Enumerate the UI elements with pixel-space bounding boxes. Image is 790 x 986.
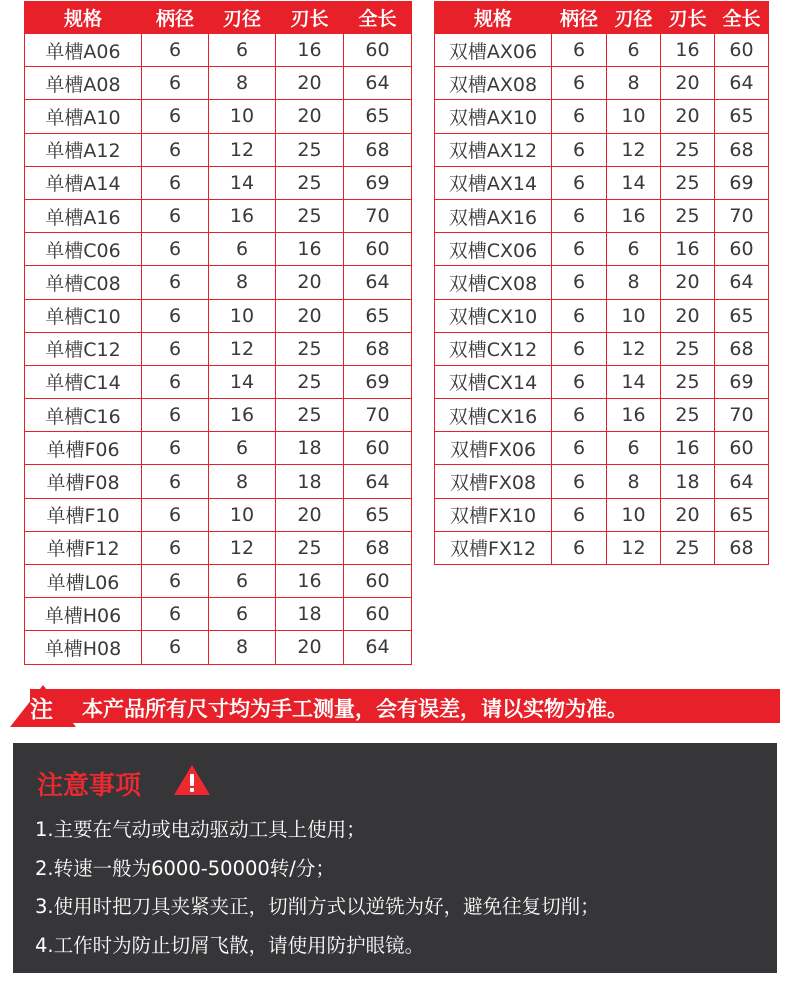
table-cell: 25	[661, 133, 715, 166]
table-row	[435, 299, 769, 332]
table-cell: 20	[276, 67, 344, 100]
table-cell: 60	[715, 34, 769, 67]
table-row	[25, 100, 412, 133]
table-cell: 双槽FX08	[435, 465, 552, 498]
table-cell: 65	[715, 299, 769, 332]
notice-item: 4.工作时为防止切屑飞散，请使用防护眼镜。	[35, 933, 425, 957]
table-cell: 6	[552, 100, 607, 133]
spec-table-double-flute	[434, 1, 769, 565]
column-header: 全长	[715, 2, 769, 34]
table-cell: 单槽A10	[25, 100, 142, 133]
table-cell: 双槽CX16	[435, 399, 552, 432]
table-cell: 6	[209, 34, 276, 67]
table-cell: 68	[715, 133, 769, 166]
table-cell: 60	[344, 598, 412, 631]
table-cell: 60	[715, 432, 769, 465]
table-cell: 16	[276, 233, 344, 266]
table-row	[25, 598, 412, 631]
table-row	[435, 465, 769, 498]
table-row	[25, 67, 412, 100]
table-cell: 25	[661, 365, 715, 398]
measurement-note-banner	[10, 685, 780, 727]
notice-title: 注意事项	[37, 771, 142, 801]
table-row	[25, 299, 412, 332]
table-row	[435, 67, 769, 100]
notice-panel	[13, 743, 777, 973]
table-cell: 6	[142, 67, 209, 100]
table-cell: 6	[142, 565, 209, 598]
table-cell: 6	[209, 598, 276, 631]
table-cell: 20	[276, 100, 344, 133]
table-row	[25, 34, 412, 67]
table-cell: 10	[607, 100, 661, 133]
table-cell: 60	[715, 233, 769, 266]
table-cell: 6	[552, 133, 607, 166]
table-cell: 18	[276, 465, 344, 498]
table-cell: 6	[142, 100, 209, 133]
table-cell: 60	[344, 34, 412, 67]
table-cell: 8	[607, 266, 661, 299]
table-cell: 6	[142, 233, 209, 266]
table-row	[25, 631, 412, 664]
column-header: 刃长	[276, 2, 344, 34]
table-cell: 6	[142, 399, 209, 432]
table-cell: 14	[607, 365, 661, 398]
table-cell: 6	[552, 67, 607, 100]
table-cell: 6	[209, 432, 276, 465]
table-cell: 70	[715, 399, 769, 432]
table-row	[25, 399, 412, 432]
table-row	[435, 432, 769, 465]
table-body	[25, 34, 412, 665]
warning-icon	[173, 763, 211, 797]
table-row	[25, 233, 412, 266]
table-cell: 双槽CX14	[435, 365, 552, 398]
note-mark: 注	[30, 697, 53, 723]
table-row	[25, 365, 412, 398]
table-cell: 双槽AX06	[435, 34, 552, 67]
table-row	[435, 365, 769, 398]
table-cell: 6	[607, 432, 661, 465]
table-cell: 20	[661, 100, 715, 133]
table-row	[435, 531, 769, 564]
table-cell: 60	[344, 432, 412, 465]
table-cell: 12	[607, 332, 661, 365]
table-cell: 65	[344, 498, 412, 531]
table-cell: 6	[142, 465, 209, 498]
notice-item: 2.转速一般为6000-50000转/分；	[35, 856, 335, 880]
table-cell: 6	[142, 266, 209, 299]
table-cell: 6	[142, 166, 209, 199]
table-cell: 6	[607, 34, 661, 67]
table-cell: 6	[607, 233, 661, 266]
table-cell: 6	[142, 631, 209, 664]
table-cell: 18	[276, 432, 344, 465]
table-cell: 68	[715, 531, 769, 564]
table-cell: 6	[552, 266, 607, 299]
table-cell: 65	[344, 299, 412, 332]
table-cell: 6	[552, 531, 607, 564]
table-cell: 20	[661, 498, 715, 531]
table-cell: 单槽A08	[25, 67, 142, 100]
column-header: 规格	[25, 2, 142, 34]
table-cell: 单槽L06	[25, 565, 142, 598]
table-cell: 6	[552, 432, 607, 465]
table-cell: 25	[276, 166, 344, 199]
table-cell: 69	[344, 365, 412, 398]
table-cell: 70	[344, 199, 412, 232]
table-cell: 6	[142, 365, 209, 398]
table-cell: 64	[715, 465, 769, 498]
table-cell: 25	[276, 531, 344, 564]
table-cell: 68	[344, 531, 412, 564]
table-cell: 68	[344, 133, 412, 166]
table-cell: 单槽A16	[25, 199, 142, 232]
table-cell: 单槽C08	[25, 266, 142, 299]
table-cell: 单槽F10	[25, 498, 142, 531]
table-row	[25, 432, 412, 465]
table-cell: 20	[276, 299, 344, 332]
table-cell: 64	[715, 266, 769, 299]
table-row	[435, 100, 769, 133]
table-cell: 25	[276, 365, 344, 398]
table-cell: 6	[142, 432, 209, 465]
table-cell: 6	[142, 299, 209, 332]
table-cell: 单槽A12	[25, 133, 142, 166]
table-cell: 双槽FX12	[435, 531, 552, 564]
table-cell: 65	[715, 100, 769, 133]
table-cell: 16	[607, 199, 661, 232]
table-cell: 10	[209, 100, 276, 133]
column-header: 刃径	[209, 2, 276, 34]
table-cell: 16	[209, 399, 276, 432]
table-cell: 单槽C10	[25, 299, 142, 332]
table-cell: 68	[715, 332, 769, 365]
table-cell: 20	[661, 266, 715, 299]
table-cell: 70	[715, 199, 769, 232]
table-cell: 单槽A06	[25, 34, 142, 67]
table-cell: 25	[276, 332, 344, 365]
table-row	[435, 166, 769, 199]
column-header: 刃长	[661, 2, 715, 34]
table-row	[25, 199, 412, 232]
table-cell: 64	[344, 67, 412, 100]
table-cell: 10	[209, 299, 276, 332]
table-cell: 双槽AX16	[435, 199, 552, 232]
table-cell: 16	[209, 199, 276, 232]
table-cell: 6	[552, 399, 607, 432]
table-cell: 6	[552, 365, 607, 398]
table-cell: 25	[276, 399, 344, 432]
table-cell: 单槽F08	[25, 465, 142, 498]
table-body	[435, 34, 769, 565]
table-cell: 单槽C14	[25, 365, 142, 398]
table-cell: 12	[607, 531, 661, 564]
table-cell: 20	[276, 498, 344, 531]
table-cell: 25	[661, 531, 715, 564]
table-cell: 8	[209, 631, 276, 664]
table-cell: 6	[552, 233, 607, 266]
table-cell: 双槽CX06	[435, 233, 552, 266]
table-cell: 64	[344, 631, 412, 664]
table-cell: 单槽F12	[25, 531, 142, 564]
table-cell: 20	[276, 266, 344, 299]
table-cell: 60	[344, 233, 412, 266]
table-cell: 6	[142, 531, 209, 564]
table-row	[25, 465, 412, 498]
table-cell: 60	[344, 565, 412, 598]
notice-item: 1.主要在气动或电动驱动工具上使用；	[35, 818, 366, 841]
table-cell: 20	[661, 67, 715, 100]
notice-item: 3.使用时把刀具夹紧夹正，切削方式以逆铣为好，避免往复切削；	[35, 895, 600, 918]
table-cell: 单槽H06	[25, 598, 142, 631]
table-cell: 10	[209, 498, 276, 531]
table-cell: 70	[344, 399, 412, 432]
table-cell: 6	[209, 565, 276, 598]
table-row	[435, 133, 769, 166]
table-cell: 16	[661, 34, 715, 67]
table-cell: 10	[607, 299, 661, 332]
table-header-row	[435, 2, 769, 34]
table-cell: 6	[552, 465, 607, 498]
table-cell: 单槽C12	[25, 332, 142, 365]
table-cell: 68	[344, 332, 412, 365]
table-cell: 单槽A14	[25, 166, 142, 199]
table-row	[435, 399, 769, 432]
table-cell: 8	[607, 465, 661, 498]
note-text: 本产品所有尺寸均为手工测量，会有误差，请以实物为准。	[82, 697, 628, 721]
table-cell: 65	[344, 100, 412, 133]
table-cell: 双槽AX14	[435, 166, 552, 199]
table-cell: 双槽AX12	[435, 133, 552, 166]
table-cell: 20	[661, 299, 715, 332]
table-cell: 64	[344, 465, 412, 498]
spec-table-single-flute	[24, 1, 412, 665]
table-row	[435, 233, 769, 266]
table-cell: 25	[661, 332, 715, 365]
table-cell: 双槽CX08	[435, 266, 552, 299]
table-cell: 双槽AX08	[435, 67, 552, 100]
table-cell: 8	[209, 67, 276, 100]
table-cell: 6	[142, 598, 209, 631]
column-header: 柄径	[552, 2, 607, 34]
table-cell: 14	[209, 166, 276, 199]
table-header-row	[25, 2, 412, 34]
table-cell: 6	[142, 332, 209, 365]
table-cell: 8	[209, 465, 276, 498]
table-cell: 14	[209, 365, 276, 398]
table-row	[435, 498, 769, 531]
table-row	[25, 565, 412, 598]
table-row	[435, 332, 769, 365]
table-cell: 6	[552, 332, 607, 365]
table-cell: 双槽AX10	[435, 100, 552, 133]
table-row	[435, 199, 769, 232]
column-header: 全长	[344, 2, 412, 34]
table-cell: 12	[607, 133, 661, 166]
table-cell: 6	[552, 199, 607, 232]
table-cell: 25	[661, 166, 715, 199]
table-cell: 6	[209, 233, 276, 266]
table-cell: 6	[142, 133, 209, 166]
table-cell: 12	[209, 133, 276, 166]
table-cell: 69	[715, 166, 769, 199]
column-header: 柄径	[142, 2, 209, 34]
table-row	[435, 34, 769, 67]
table-cell: 6	[142, 498, 209, 531]
table-cell: 18	[276, 598, 344, 631]
table-row	[25, 332, 412, 365]
table-cell: 6	[142, 34, 209, 67]
table-cell: 18	[661, 465, 715, 498]
table-row	[25, 531, 412, 564]
table-cell: 双槽CX12	[435, 332, 552, 365]
table-cell: 16	[276, 34, 344, 67]
table-row	[25, 133, 412, 166]
table-cell: 25	[276, 199, 344, 232]
table-cell: 双槽CX10	[435, 299, 552, 332]
table-row	[25, 166, 412, 199]
table-cell: 双槽FX10	[435, 498, 552, 531]
table-cell: 6	[552, 498, 607, 531]
column-header: 规格	[435, 2, 552, 34]
table-cell: 单槽C06	[25, 233, 142, 266]
table-cell: 14	[607, 166, 661, 199]
table-row	[435, 266, 769, 299]
table-cell: 双槽FX06	[435, 432, 552, 465]
table-cell: 20	[276, 631, 344, 664]
table-cell: 25	[661, 199, 715, 232]
table-cell: 25	[661, 399, 715, 432]
table-cell: 64	[715, 67, 769, 100]
column-header: 刃径	[607, 2, 661, 34]
table-cell: 6	[552, 34, 607, 67]
table-cell: 单槽C16	[25, 399, 142, 432]
table-cell: 65	[715, 498, 769, 531]
table-cell: 16	[661, 233, 715, 266]
table-cell: 6	[552, 166, 607, 199]
table-cell: 10	[607, 498, 661, 531]
table-row	[25, 498, 412, 531]
table-cell: 12	[209, 531, 276, 564]
table-cell: 6	[142, 199, 209, 232]
table-cell: 25	[276, 133, 344, 166]
table-cell: 单槽F06	[25, 432, 142, 465]
table-cell: 64	[344, 266, 412, 299]
table-cell: 8	[607, 67, 661, 100]
table-cell: 69	[344, 166, 412, 199]
table-cell: 单槽H08	[25, 631, 142, 664]
notice-list	[35, 811, 600, 965]
table-row	[25, 266, 412, 299]
table-cell: 12	[209, 332, 276, 365]
table-cell: 6	[552, 299, 607, 332]
table-cell: 8	[209, 266, 276, 299]
table-cell: 16	[276, 565, 344, 598]
table-cell: 16	[607, 399, 661, 432]
table-cell: 69	[715, 365, 769, 398]
table-cell: 16	[661, 432, 715, 465]
